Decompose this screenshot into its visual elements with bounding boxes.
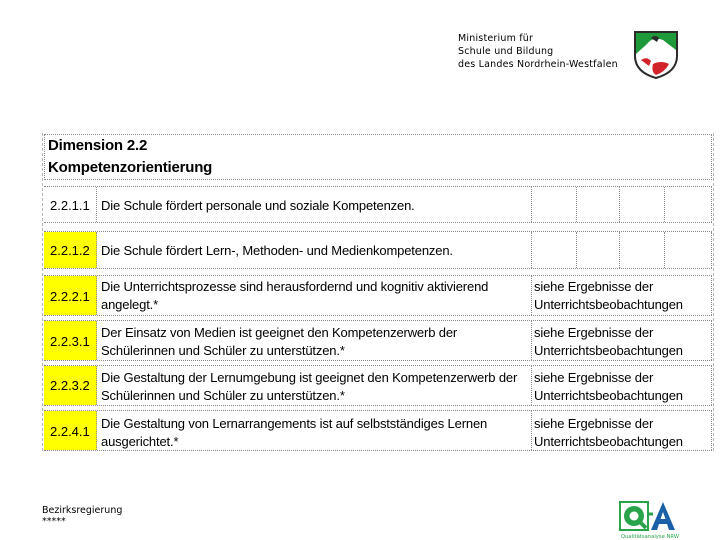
footer-stars: ***** (42, 516, 66, 527)
row-text-line: Die Schule fördert Lern-, Methoden- und Medienkompetenzen. (101, 243, 453, 258)
ministry-line-2: Schule und Bildung (458, 46, 554, 57)
ministry-header (458, 32, 618, 71)
row-code-cell (44, 411, 97, 450)
qa-nrw-logo-icon (619, 500, 681, 540)
row-note-line: siehe Ergebnisse der (534, 325, 654, 340)
row-text-line: Die Unterrichtsprozesse sind herausfordernd und kognitiv aktivierend (101, 279, 489, 294)
row-text-line: ausgerichtet.* (101, 434, 179, 449)
nrw-crest-icon (633, 30, 679, 80)
row-note-line: Unterrichtsbeobachtungen (534, 297, 683, 312)
row-code: 2.2.4.1 (50, 424, 90, 439)
rating-cell (576, 232, 619, 268)
logo-tagline: Qualitätsanalyse NRW (621, 534, 680, 540)
row-code-cell (44, 232, 97, 268)
table-row (44, 410, 712, 451)
rating-cell (531, 187, 576, 222)
footer-org-name: Bezirksregierung (42, 505, 123, 516)
row-note-line: siehe Ergebnisse der (534, 370, 654, 385)
row-code-cell (44, 366, 97, 405)
dimension-subtitle: Kompetenzorientierung (48, 159, 213, 176)
row-note-line: siehe Ergebnisse der (534, 416, 654, 431)
row-text-line: Schülerinnen und Schüler zu unterstützen.* (101, 343, 345, 358)
rating-cell (619, 187, 664, 222)
row-note-line: siehe Ergebnisse der (534, 279, 654, 294)
footer-org (42, 505, 122, 527)
table-row (44, 186, 712, 223)
rating-cell (619, 232, 664, 268)
dimension-title: Dimension 2.2 (48, 137, 148, 154)
row-code: 2.2.1.2 (50, 243, 90, 258)
row-text-line: Die Gestaltung der Lernumgebung ist geeignet den Kompetenzerwerb der (101, 370, 518, 385)
row-code-cell (44, 276, 97, 315)
ministry-line-1: Ministerium für (458, 33, 534, 44)
row-note-line: Unterrichtsbeobachtungen (534, 343, 683, 358)
row-code: 2.2.3.1 (50, 334, 90, 349)
table-row (44, 275, 712, 316)
table-row (44, 231, 712, 269)
row-note-line: Unterrichtsbeobachtungen (534, 434, 683, 449)
table-row (44, 365, 712, 406)
row-text-line: Schülerinnen und Schüler zu unterstützen.* (101, 388, 345, 403)
rating-cell (531, 232, 576, 268)
row-text-line: Der Einsatz von Medien ist geeignet den Kompetenzerwerb der (101, 325, 458, 340)
table-row (44, 320, 712, 361)
rating-cell (664, 187, 712, 222)
row-note-line: Unterrichtsbeobachtungen (534, 388, 683, 403)
row-text-line: Die Schule fördert personale und soziale Kompetenzen. (101, 198, 415, 213)
row-code: 2.2.2.1 (50, 289, 90, 304)
row-code: 2.2.3.2 (50, 378, 90, 393)
rating-cell (664, 232, 712, 268)
row-code-cell (44, 187, 97, 222)
row-code-cell (44, 321, 97, 360)
row-code: 2.2.1.1 (50, 198, 90, 213)
ministry-line-3: des Landes Nordrhein-Westfalen (458, 59, 618, 70)
rating-cell (576, 187, 619, 222)
row-text-line: angelegt.* (101, 297, 159, 312)
row-text-line: Die Gestaltung von Lernarrangements ist auf selbstständiges Lernen (101, 416, 488, 431)
